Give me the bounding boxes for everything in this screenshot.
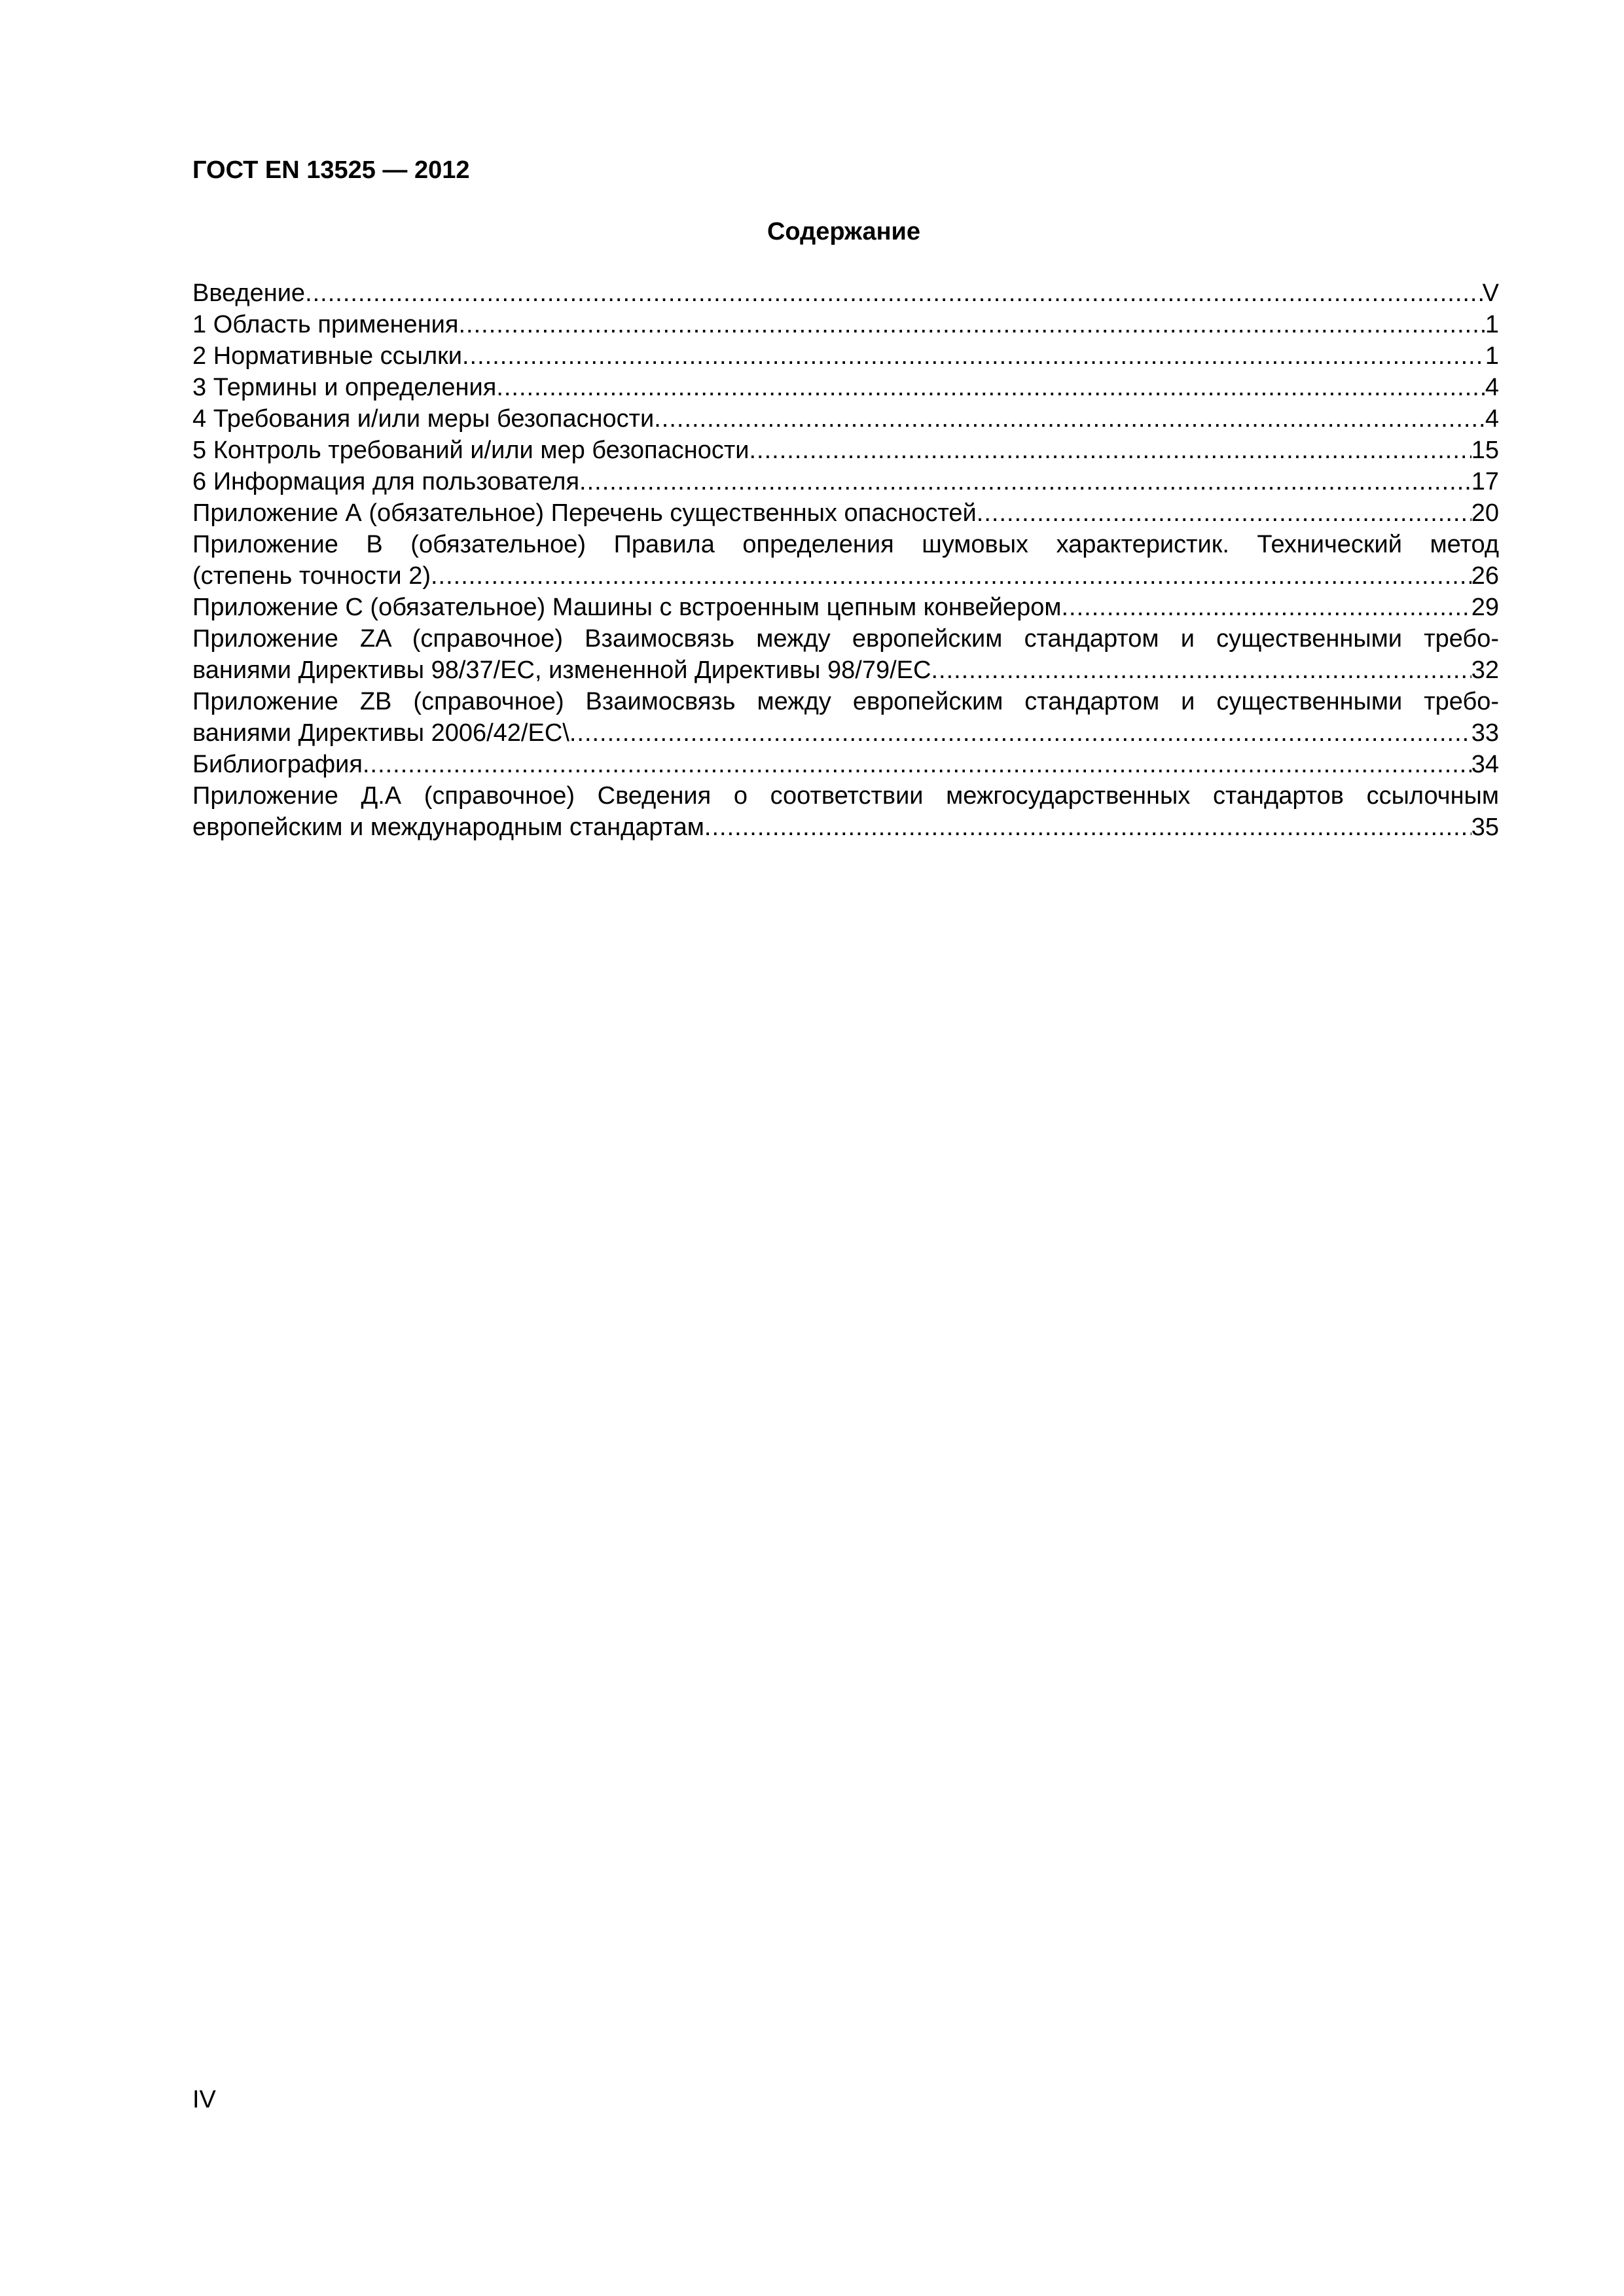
dot-leader bbox=[1061, 592, 1471, 623]
dot-leader bbox=[704, 812, 1471, 843]
toc-entry-line bbox=[192, 655, 1499, 686]
toc-entry[interactable] bbox=[192, 497, 1499, 529]
toc-entry-page: 26 bbox=[1471, 562, 1499, 590]
toc-entry-label: 5 Контроль требований и/или мер безопасности bbox=[192, 437, 749, 464]
toc-entry[interactable] bbox=[192, 529, 1499, 592]
dot-leader bbox=[931, 655, 1471, 686]
table-of-contents bbox=[192, 278, 1499, 843]
toc-entry-line bbox=[192, 717, 1499, 749]
toc-entry-label: Приложение А (обязательное) Перечень существенных опасностей bbox=[192, 499, 977, 527]
dot-leader bbox=[496, 372, 1485, 403]
dot-leader bbox=[579, 466, 1471, 497]
toc-entry[interactable] bbox=[192, 623, 1499, 686]
toc-entry-line bbox=[192, 560, 1499, 592]
toc-entry-page: 33 bbox=[1471, 719, 1499, 747]
toc-entry-page: 1 bbox=[1485, 342, 1499, 370]
toc-entry[interactable] bbox=[192, 309, 1499, 340]
toc-entry-label: ваниями Директивы 98/37/ЕС, измененной Директивы 98/79/ЕС bbox=[192, 656, 931, 684]
toc-entry-line bbox=[192, 340, 1499, 372]
dot-leader bbox=[654, 403, 1485, 435]
toc-entry-text-line: Приложение В (обязательное) Правила определения шумовых характеристик. Технический метод bbox=[192, 531, 1499, 558]
toc-entry[interactable] bbox=[192, 372, 1499, 403]
document-header: ГОСТ EN 13525 — 2012 bbox=[192, 156, 470, 184]
toc-entry-text-line: Приложение ZB (справочное) Взаимосвязь между европейским стандартом и существенными требо- bbox=[192, 688, 1499, 715]
toc-entry-page: 34 bbox=[1471, 751, 1499, 778]
toc-entry-line bbox=[192, 309, 1499, 340]
dot-leader bbox=[458, 309, 1485, 340]
toc-entry-label: 3 Термины и определения bbox=[192, 374, 497, 401]
toc-entry-line bbox=[192, 278, 1499, 309]
toc-entry-label: ваниями Директивы 2006/42/ЕС\ bbox=[192, 719, 569, 747]
toc-entry-page: 4 bbox=[1485, 405, 1499, 433]
toc-entry-page: 4 bbox=[1485, 374, 1499, 401]
toc-entry-label: Введение bbox=[192, 279, 306, 307]
toc-entry[interactable] bbox=[192, 403, 1499, 435]
toc-entry-label: 2 Нормативные ссылки bbox=[192, 342, 462, 370]
toc-entry-label: 4 Требования и/или меры безопасности bbox=[192, 405, 655, 433]
toc-entry-text-line: Приложение ZA (справочное) Взаимосвязь между европейским стандартом и существенными требо- bbox=[192, 625, 1499, 653]
toc-title: Содержание bbox=[767, 218, 921, 245]
toc-entry-page: 15 bbox=[1471, 437, 1499, 464]
toc-entry-page: 20 bbox=[1471, 499, 1499, 527]
toc-entry[interactable] bbox=[192, 435, 1499, 466]
dot-leader bbox=[569, 717, 1471, 749]
toc-entry-label: Библиография bbox=[192, 751, 363, 778]
toc-entry-page: 1 bbox=[1485, 311, 1499, 338]
toc-entry-line bbox=[192, 372, 1499, 403]
dot-leader bbox=[749, 435, 1471, 466]
toc-entry-label: (степень точности 2) bbox=[192, 562, 431, 590]
toc-entry-line bbox=[192, 812, 1499, 843]
toc-entry-label: европейским и международным стандартам bbox=[192, 814, 704, 841]
dot-leader bbox=[431, 560, 1471, 592]
toc-entry[interactable] bbox=[192, 749, 1499, 780]
toc-entry-label: 6 Информация для пользователя bbox=[192, 468, 580, 495]
dot-leader bbox=[462, 340, 1485, 372]
toc-entry-line bbox=[192, 749, 1499, 780]
page-number: IV bbox=[192, 2086, 216, 2113]
toc-entry-label: Приложение С (обязательное) Машины с встроенным цепным конвейером bbox=[192, 594, 1062, 621]
toc-entry-line bbox=[192, 466, 1499, 497]
dot-leader bbox=[305, 278, 1483, 309]
toc-entry[interactable] bbox=[192, 686, 1499, 749]
toc-entry-page: V bbox=[1482, 279, 1499, 307]
toc-entry-line bbox=[192, 435, 1499, 466]
toc-entry-line bbox=[192, 497, 1499, 529]
toc-entry[interactable] bbox=[192, 592, 1499, 623]
toc-entry-page: 17 bbox=[1471, 468, 1499, 495]
toc-entry-text-line: Приложение Д.А (справочное) Сведения о соответствии межгосударственных стандартов ссылочным bbox=[192, 782, 1499, 810]
toc-entry[interactable] bbox=[192, 278, 1499, 309]
toc-entry[interactable] bbox=[192, 466, 1499, 497]
toc-entry-line bbox=[192, 403, 1499, 435]
dot-leader bbox=[363, 749, 1471, 780]
dot-leader bbox=[977, 497, 1471, 529]
toc-entry[interactable] bbox=[192, 340, 1499, 372]
toc-entry-page: 29 bbox=[1471, 594, 1499, 621]
toc-entry-label: 1 Область применения bbox=[192, 311, 459, 338]
toc-entry-page: 32 bbox=[1471, 656, 1499, 684]
toc-entry[interactable] bbox=[192, 780, 1499, 843]
toc-entry-page: 35 bbox=[1471, 814, 1499, 841]
toc-entry-line bbox=[192, 592, 1499, 623]
